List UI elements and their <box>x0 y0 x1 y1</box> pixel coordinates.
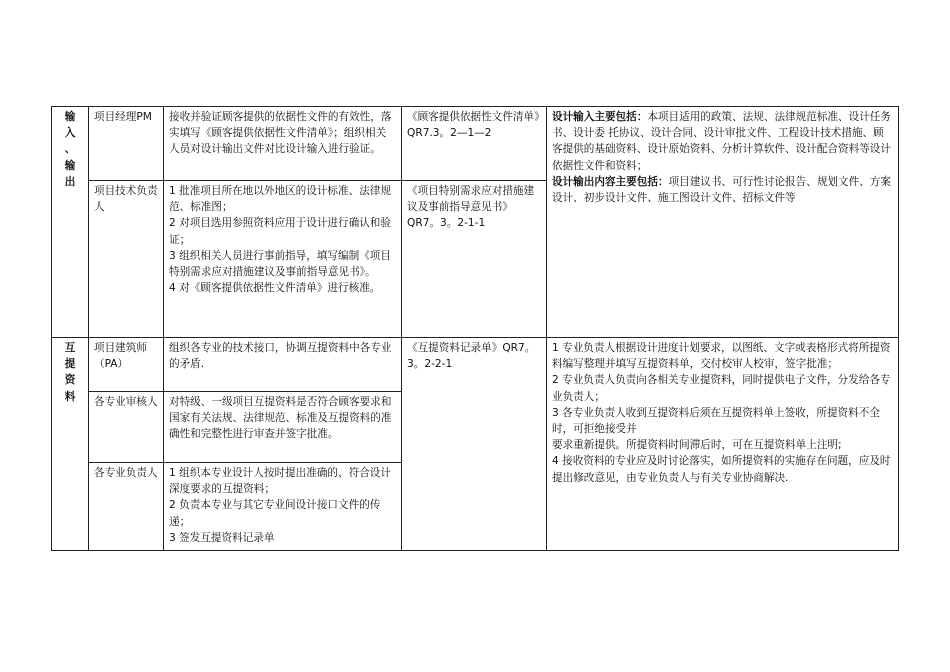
content-item: 4 接收资料的专业应及时讨论落实，如所提资料的实施存在问题，应及时提出修改意见，由专业负责人与有关专业协商解决. <box>552 455 891 484</box>
duty-item: 4 对《顾客提供依据性文件清单》进行核准。 <box>169 282 381 295</box>
content-cell <box>547 338 899 551</box>
output-label: 设计输出内容主要包括： <box>552 175 669 188</box>
duty-item: 3 组织相关人员进行事前指导，填写编制《项目特别需求应对措施建议及事前指导意见书》。 <box>169 249 391 279</box>
duty-cell <box>164 181 402 338</box>
duty-cell <box>164 392 402 463</box>
duty-text: 接收并验证顾客提供的依据性文件的有效性，落实填写《顾客提供依据性文件清单》；组织相关人员对设计输出文件对比设计输入进行验证。 <box>169 111 392 156</box>
record-text: 《顾客提供依据性文件清单》QR7.3。2—1—2 <box>407 111 540 140</box>
role-cell <box>89 107 164 181</box>
role-name: 项目技术负责人 <box>94 185 158 214</box>
duty-item: 1 批准项目所在地以外地区的设计标准、法律规范、标准图； <box>169 185 391 214</box>
section-title-char: 入 <box>64 127 76 140</box>
section-title-char: 出 <box>64 175 76 188</box>
section-title-char: 、 <box>64 143 76 156</box>
input-label: 设计输入主要包括： <box>552 111 648 123</box>
record-text: 《项目特别需求应对措施建议及事前指导意见书》QR7。3。2-1-1 <box>407 185 535 230</box>
role-name: 项目建筑师（PA） <box>94 342 147 371</box>
record-cell <box>402 338 547 551</box>
role-name: 项目经理PM <box>94 111 152 123</box>
role-cell <box>89 463 164 551</box>
section-title-char: 输 <box>64 159 76 172</box>
responsibility-table <box>51 106 899 551</box>
duty-item: 2 对项目选用参照资料应用于设计进行确认和验证； <box>169 217 391 246</box>
content-item: 2 专业负责人负责向各相关专业提资料，同时提供电子文件，分发给各专业负责人； <box>552 374 891 403</box>
content-item: 3 各专业负责人收到互提资料后须在互提资料单上签收，所提资料不全时，可拒绝接受并 <box>552 406 880 436</box>
content-cell <box>547 107 899 338</box>
section-title-input-output <box>52 107 89 338</box>
input-text: 本项目适用的政策、法规、法律规范标准、设计任务书、设计委 托协议、设计合同、设计审批文件、工程设计技术措施、顾客提供的基础资料、设计原始资料、分析计算软件、设计配合资料等设计依据性文件和资料； <box>552 111 891 172</box>
output-text: 项目建议书、可行性讨论报告、规划文件、方案设计、初步设计文件、施工图设计文件、招标文件等 <box>552 175 891 205</box>
duty-cell <box>164 463 402 551</box>
duty-text: 组织各专业的技术接口，协调互提资料中各专业的矛盾. <box>169 342 392 371</box>
duty-item: 2 负责本专业与其它专业间设计接口文件的传递； <box>169 499 381 528</box>
duty-text: 对特级、一级项目互提资料是否符合顾客要求和国家有关法规、法律规范、标准及互提资料的准确性和完整性进行审查并签字批准。 <box>169 396 392 441</box>
record-cell <box>402 181 547 338</box>
duty-item: 1 组织本专业设计人按时提出准确的、符合设计深度要求的互提资料； <box>169 467 391 496</box>
role-cell <box>89 338 164 392</box>
section-title-mutual-data <box>52 338 89 551</box>
duty-cell <box>164 338 402 392</box>
section-title-char: 料 <box>64 390 76 403</box>
duty-cell <box>164 107 402 181</box>
section-title-char: 提 <box>64 358 76 371</box>
section-title-char: 资 <box>64 374 76 387</box>
record-cell <box>402 107 547 181</box>
table-row <box>52 338 899 392</box>
record-text: 《互提资料记录单》QR7。3。2-2-1 <box>407 342 536 371</box>
role-cell <box>89 181 164 338</box>
duty-item: 3 签发互提资料记录单 <box>169 531 275 544</box>
content-item: 1 专业负责人根据设计进度计划要求，以图纸、文字或表格形式将所提资料编写整理并填写互提资料单，交付校审人校审，签字批准； <box>552 342 891 371</box>
section-title-char: 互 <box>64 342 76 354</box>
content-item: 要求重新提供。所提资料时间滞后时，可在互提资料单上注明; <box>552 439 842 452</box>
role-cell <box>89 392 164 463</box>
role-name: 各专业审核人 <box>94 396 158 408</box>
role-name: 各专业负责人 <box>94 467 158 479</box>
table-row <box>52 107 899 181</box>
section-title-char: 输 <box>64 111 76 123</box>
